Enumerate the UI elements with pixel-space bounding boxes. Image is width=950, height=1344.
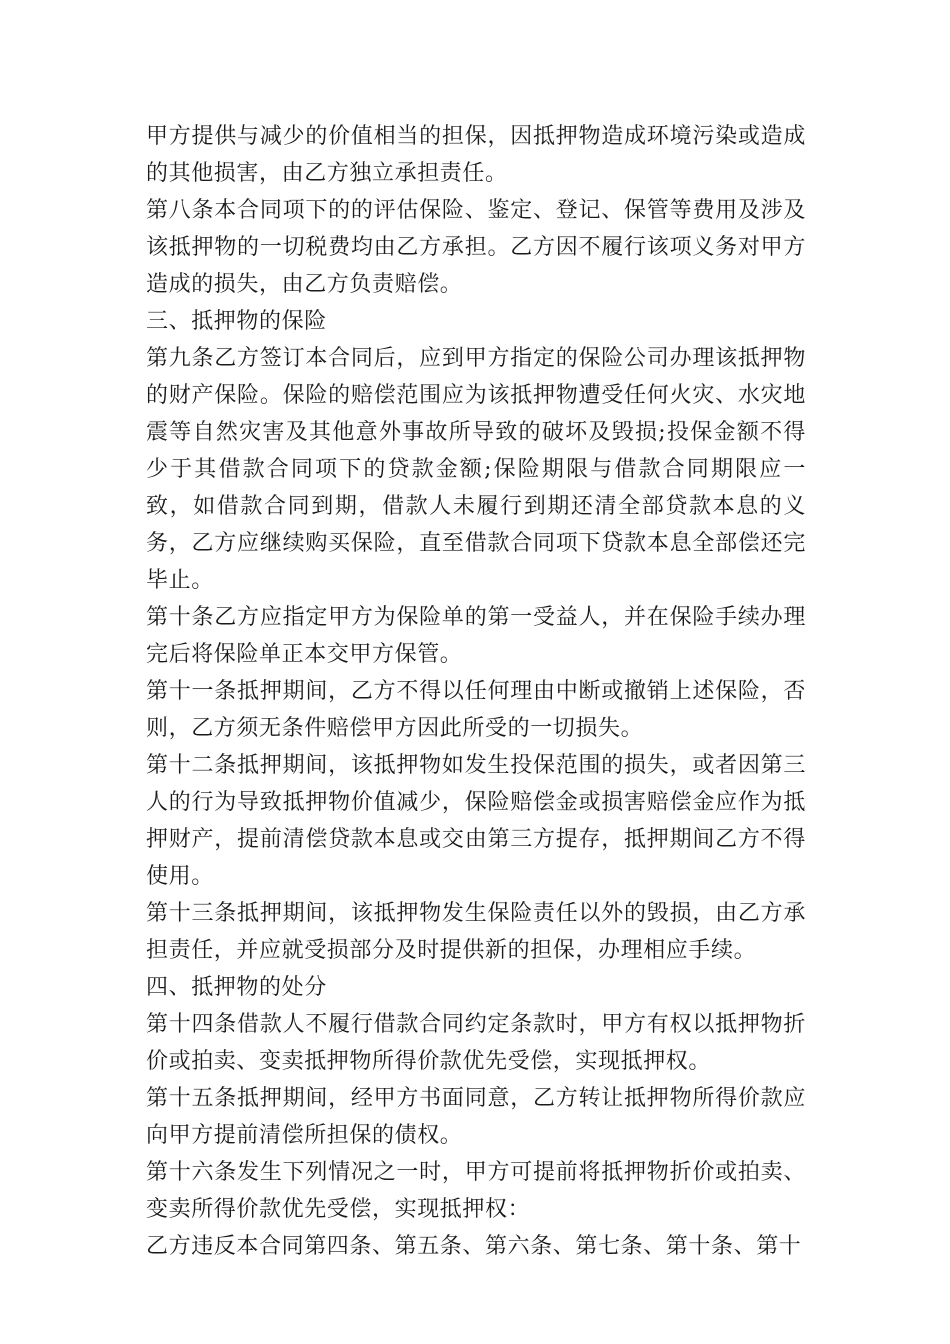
paragraph-truncated: 乙方违反本合同第四条、第五条、第六条、第七条、第十条、第十 [146, 1234, 802, 1259]
article-14: 第十四条借款人不履行借款合同约定条款时，甲方有权以抵押物折价或拍卖、变卖抵押物所得价款优先受偿，实现抵押权。 [146, 1012, 806, 1074]
document-body [146, 118, 806, 1265]
article-15: 第十五条抵押期间，经甲方书面同意，乙方转让抵押物所得价款应向甲方提前清偿所担保的债权。 [146, 1086, 806, 1148]
section-heading-insurance: 三、抵押物的保险 [146, 309, 327, 334]
article-13: 第十三条抵押期间，该抵押物发生保险责任以外的毁损，由乙方承担责任，并应就受损部分及时提供新的担保，办理相应手续。 [146, 901, 806, 963]
article-9: 第九条乙方签订本合同后，应到甲方指定的保险公司办理该抵押物的财产保险。保险的赔偿范围应为该抵押物遭受任何火灾、水灾地震等自然灾害及其他意外事故所导致的破坏及毁损;投保金额不得少于其借款合同项下的贷款金额;保险期限与借款合同期限应一致，如借款合同到期，借款人未履行到期还清全部贷款本息的义务，乙方应继续购买保险，直至借款合同项下贷款本息全部偿还完毕止。 [146, 346, 806, 593]
article-10: 第十条乙方应指定甲方为保险单的第一受益人，并在保险手续办理完后将保险单正本交甲方保管。 [146, 605, 806, 667]
article-11: 第十一条抵押期间，乙方不得以任何理由中断或撤销上述保险，否则，乙方须无条件赔偿甲方因此所受的一切损失。 [146, 679, 806, 741]
paragraph-continuation: 甲方提供与减少的价值相当的担保，因抵押物造成环境污染或造成的其他损害，由乙方独立承担责任。 [146, 124, 806, 186]
article-8: 第八条本合同项下的的评估保险、鉴定、登记、保管等费用及涉及该抵押物的一切税费均由乙方承担。乙方因不履行该项义务对甲方造成的损失，由乙方负责赔偿。 [146, 198, 806, 297]
article-16: 第十六条发生下列情况之一时，甲方可提前将抵押物折价或拍卖、变卖所得价款优先受偿，实现抵押权： [146, 1160, 806, 1222]
article-12: 第十二条抵押期间，该抵押物如发生投保范围的损失，或者因第三人的行为导致抵押物价值减少，保险赔偿金或损害赔偿金应作为抵押财产，提前清偿贷款本息或交由第三方提存，抵押期间乙方不得使用。 [146, 753, 806, 889]
section-heading-disposal: 四、抵押物的处分 [146, 975, 327, 1000]
